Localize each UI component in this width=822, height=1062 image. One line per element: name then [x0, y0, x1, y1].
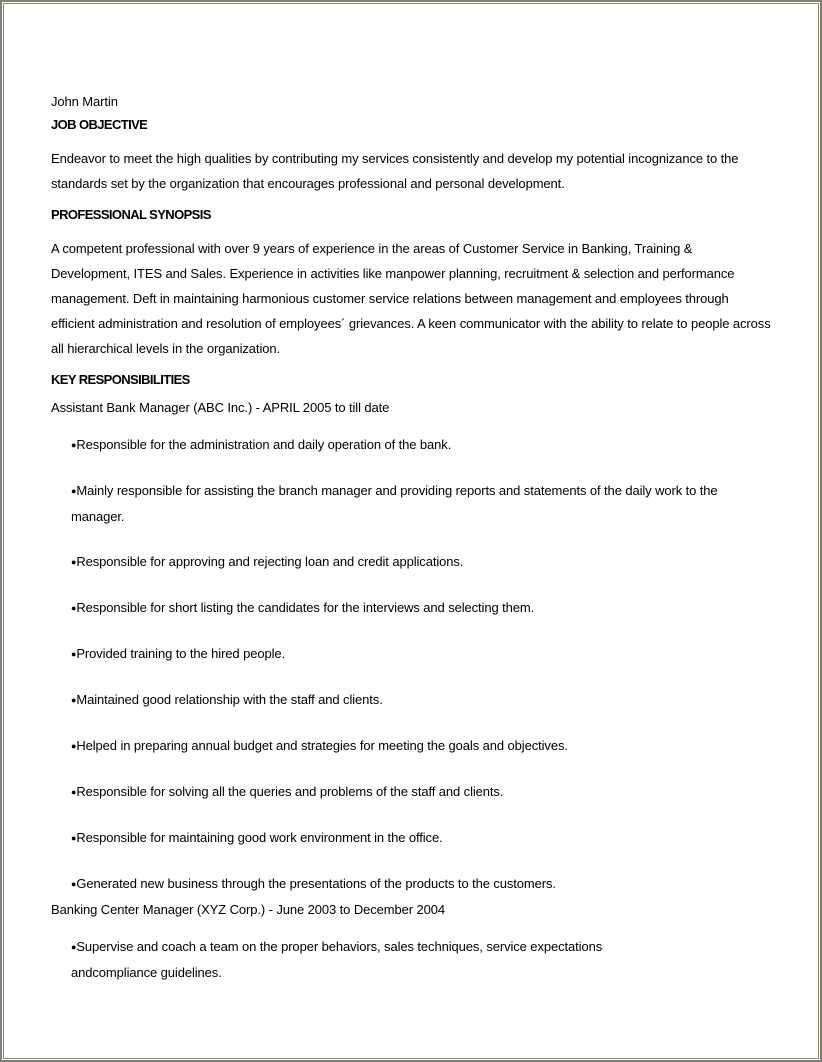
responsibility-text: Generated new business through the presentations of the products to the customers.: [76, 876, 556, 891]
bullet-icon: ●: [71, 741, 77, 751]
responsibility-text: Responsible for maintaining good work environment in the office.: [76, 830, 443, 845]
key-responsibilities-heading: KEY RESPONSIBILITIES: [51, 372, 190, 387]
job-1-responsibilities: [51, 432, 761, 897]
professional-synopsis-text: A competent professional with over 9 years of experience in the areas of Customer Service in Banking, Training & Development, ITES and Sales. Experience in activities like manpower planning, recruitment & selection and performance management. Deft in maintaining harmonious customer service relations between management and employees through efficient administration and resolution of employees´ grievances. A keen communicator with the ability to relate to people across all hierarchical levels in the organization.: [51, 241, 771, 356]
bullet-icon: ●: [71, 787, 77, 797]
responsibility-item: [71, 432, 761, 458]
bullet-icon: ●: [71, 440, 77, 450]
bullet-icon: ●: [71, 879, 77, 889]
job-objective-text: Endeavor to meet the high qualities by contributing my services consistently and develop my potential incognizance to the standards set by the organization that encourages professional and personal development.: [51, 151, 739, 191]
responsibility-item: [71, 549, 761, 575]
job-title-1: Assistant Bank Manager (ABC Inc.) - APRIL 2005 to till date: [51, 400, 390, 415]
responsibility-text: Responsible for short listing the candidates for the interviews and selecting them.: [76, 600, 535, 615]
responsibility-text: Provided training to the hired people.: [76, 646, 286, 661]
responsibility-item: [71, 871, 761, 897]
bullet-icon: ●: [71, 557, 77, 567]
job-title-2: Banking Center Manager (XYZ Corp.) - June 2003 to December 2004: [51, 902, 446, 917]
bullet-icon: ●: [71, 942, 77, 952]
professional-synopsis-heading: PROFESSIONAL SYNOPSIS: [51, 207, 211, 222]
bullet-icon: ●: [71, 603, 77, 613]
responsibility-text: Supervise and coach a team on the proper behaviors, sales techniques, service expectations andcompliance guidelines.: [71, 939, 603, 980]
bullet-icon: ●: [71, 649, 77, 659]
responsibility-item: [71, 825, 761, 851]
responsibility-item: [71, 687, 761, 713]
job-2-responsibilities: [51, 934, 661, 985]
responsibility-text: Helped in preparing annual budget and strategies for meeting the goals and objectives.: [76, 738, 568, 753]
responsibility-item: [71, 478, 761, 529]
job-objective-heading: JOB OBJECTIVE: [51, 117, 148, 132]
responsibility-item: [71, 641, 761, 667]
responsibility-text: Maintained good relationship with the staff and clients.: [76, 692, 383, 707]
responsibility-item: [71, 733, 761, 759]
candidate-name: John Martin: [51, 94, 118, 109]
bullet-icon: ●: [71, 833, 77, 843]
responsibility-item: [71, 934, 661, 985]
resume-document: [51, 93, 791, 985]
responsibility-text: Responsible for approving and rejecting loan and credit applications.: [76, 554, 464, 569]
bullet-icon: ●: [71, 486, 77, 496]
bullet-icon: ●: [71, 695, 77, 705]
responsibility-text: Responsible for the administration and daily operation of the bank.: [76, 437, 452, 452]
responsibility-item: [71, 779, 761, 805]
responsibility-text: Mainly responsible for assisting the branch manager and providing reports and statements of the daily work to the manager.: [71, 483, 718, 524]
responsibility-text: Responsible for solving all the queries and problems of the staff and clients.: [76, 784, 504, 799]
responsibility-item: [71, 595, 761, 621]
